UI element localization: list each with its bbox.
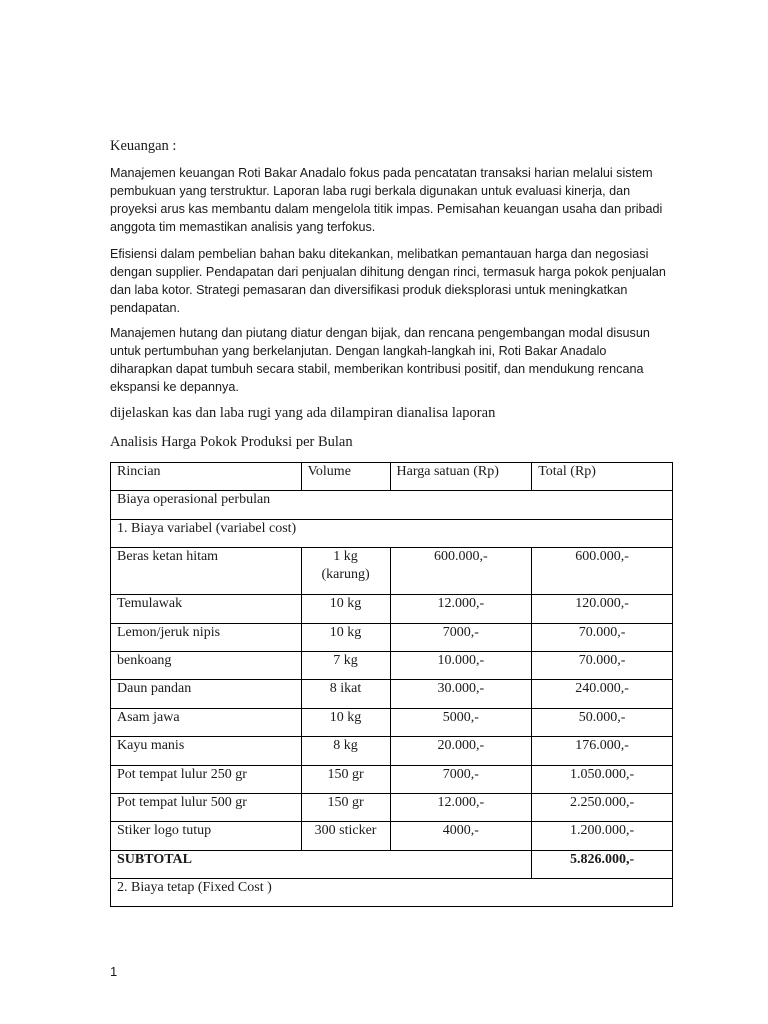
table-row <box>111 548 673 595</box>
section-row-operational <box>111 491 673 519</box>
cell-total: 176.000,- <box>532 737 673 765</box>
table-row <box>111 623 673 651</box>
subtotal-label: SUBTOTAL <box>111 850 532 878</box>
paragraph-efficiency: Efisiensi dalam pembelian bahan baku ditekankan, melibatkan pemantauan harga dan negosiasi dengan supplier. Pendapatan dari penjualan dihitung dengan rinci, termasuk harga pokok penjualan dan laba kotor. Strategi pemasaran dan diversifikasi produk dieksplorasi untuk meningkatkan pendapatan. <box>110 247 666 315</box>
cell-volume: 150 gr <box>301 765 390 793</box>
cell-volume: 10 kg <box>301 595 390 623</box>
cell-price: 5000,- <box>390 708 532 736</box>
cell-volume: 8 ikat <box>301 680 390 708</box>
cell-total: 120.000,- <box>532 595 673 623</box>
cell-total: 1.050.000,- <box>532 765 673 793</box>
cell-total: 2.250.000,- <box>532 793 673 821</box>
cell-volume: 10 kg <box>301 708 390 736</box>
table-caption: Analisis Harga Pokok Produksi per Bulan <box>110 434 353 450</box>
cell-item: Asam jawa <box>111 708 302 736</box>
attachment-note: dijelaskan kas dan laba rugi yang ada dilampiran dianalisa laporan <box>110 405 496 421</box>
table-row <box>111 595 673 623</box>
section-fixed-label: 2. Biaya tetap (Fixed Cost ) <box>111 879 673 907</box>
subtotal-row <box>111 850 673 878</box>
section-row-variable <box>111 519 673 547</box>
cell-price: 12.000,- <box>390 793 532 821</box>
cell-total: 70.000,- <box>532 651 673 679</box>
cell-volume: 7 kg <box>301 651 390 679</box>
cell-item: benkoang <box>111 651 302 679</box>
cell-item: Beras ketan hitam <box>111 548 302 595</box>
cell-item: Pot tempat lulur 500 gr <box>111 793 302 821</box>
cell-price: 4000,- <box>390 822 532 850</box>
header-rincian: Rincian <box>111 463 302 491</box>
section-row-fixed <box>111 879 673 907</box>
cell-total: 600.000,- <box>532 548 673 595</box>
cell-price: 10.000,- <box>390 651 532 679</box>
section-operational-label: Biaya operasional perbulan <box>111 491 673 519</box>
header-volume: Volume <box>301 463 390 491</box>
cell-item: Lemon/jeruk nipis <box>111 623 302 651</box>
cell-price: 7000,- <box>390 623 532 651</box>
cell-item: Pot tempat lulur 250 gr <box>111 765 302 793</box>
table-row <box>111 793 673 821</box>
table-row <box>111 708 673 736</box>
cell-price: 30.000,- <box>390 680 532 708</box>
table-row <box>111 765 673 793</box>
cell-item: Temulawak <box>111 595 302 623</box>
cell-volume: 150 gr <box>301 793 390 821</box>
table-row <box>111 822 673 850</box>
cell-total: 1.200.000,- <box>532 822 673 850</box>
table-row <box>111 737 673 765</box>
table-row <box>111 651 673 679</box>
cell-volume: 300 sticker <box>301 822 390 850</box>
cell-volume: 1 kg (karung) <box>301 548 390 595</box>
production-cost-table <box>110 462 673 907</box>
cell-item: Stiker logo tutup <box>111 822 302 850</box>
cell-total: 50.000,- <box>532 708 673 736</box>
cell-total: 70.000,- <box>532 623 673 651</box>
paragraph-debt-management: Manajemen hutang dan piutang diatur dengan bijak, dan rencana pengembangan modal disusun untuk pertumbuhan yang berkelanjutan. Dengan langkah-langkah ini, Roti Bakar Anadalo diharapkan dapat tumbuh secara stabil, memberikan kontribusi positif, dan mendukung rencana ekspansi ke depannya. <box>110 326 650 394</box>
cell-volume: 8 kg <box>301 737 390 765</box>
cell-item: Daun pandan <box>111 680 302 708</box>
header-total: Total (Rp) <box>532 463 673 491</box>
paragraph-financial-management: Manajemen keuangan Roti Bakar Anadalo fokus pada pencatatan transaksi harian melalui sistem pembukuan yang terstruktur. Laporan laba rugi berkala digunakan untuk evaluasi kinerja, dan proyeksi arus kas membantu dalam mengelola titik impas. Pemisahan keuangan usaha dan pribadi anggota tim memastikan analisis yang terfokus. <box>110 166 663 234</box>
header-unit-price: Harga satuan (Rp) <box>390 463 532 491</box>
cell-volume: 10 kg <box>301 623 390 651</box>
subtotal-value: 5.826.000,- <box>532 850 673 878</box>
table-row <box>111 680 673 708</box>
cell-price: 600.000,- <box>390 548 532 595</box>
cell-total: 240.000,- <box>532 680 673 708</box>
cell-price: 12.000,- <box>390 595 532 623</box>
page-number: 1 <box>110 964 118 979</box>
cell-item: Kayu manis <box>111 737 302 765</box>
cell-price: 7000,- <box>390 765 532 793</box>
section-variable-label: 1. Biaya variabel (variabel cost) <box>111 519 673 547</box>
table-header-row <box>111 463 673 491</box>
section-heading: Keuangan : <box>110 138 177 154</box>
cell-price: 20.000,- <box>390 737 532 765</box>
